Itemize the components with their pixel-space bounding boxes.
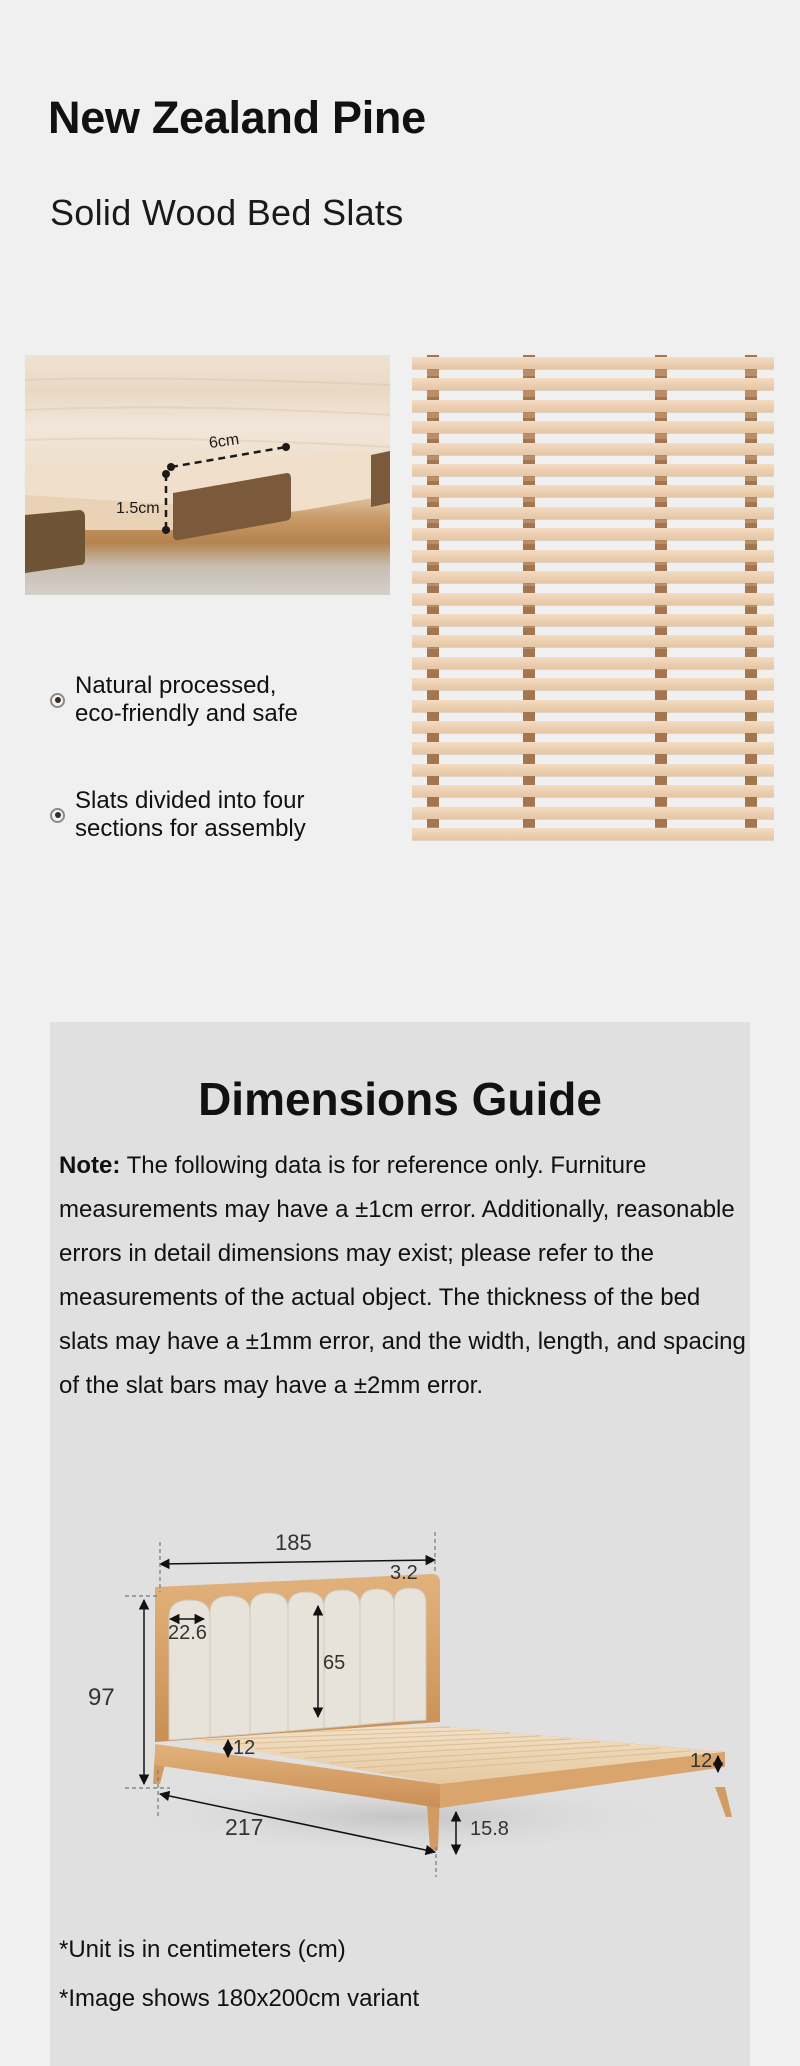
feature-line: Natural processed, [75, 672, 277, 699]
slat-bar [412, 464, 774, 476]
page-subtitle: Solid Wood Bed Slats [50, 192, 404, 233]
slat-bar [412, 785, 774, 797]
slat-bar [412, 657, 774, 669]
feature-line: sections for assembly [75, 815, 306, 842]
slat-bar [412, 421, 774, 433]
slat-bar [412, 571, 774, 583]
headboard-edge-label: 3.2 [390, 1562, 418, 1584]
page-title: New Zealand Pine [48, 92, 426, 143]
slat-closeup-illustration [25, 355, 390, 595]
slat-bar [412, 400, 774, 412]
slat-closeup-image [25, 355, 390, 595]
feature-line: Slats divided into four [75, 787, 305, 814]
note-text: The following data is for reference only. Furniture measurements may have a ±1cm error. Additionally, reasonable errors in detail dimensions may exist; please refer to the measurements of the actual object. The thickness of the bed slats may have a ±1mm error, and the width, length, and spacing of the slat bars may have a ±2mm error. [59, 1152, 746, 1399]
footnote-unit: *Unit is in centimeters (cm) [59, 1936, 346, 1963]
bed-width-label: 185 [275, 1530, 312, 1555]
bed-dimension-diagram [70, 1512, 750, 1892]
slat-bar [412, 807, 774, 819]
slat-bar [412, 742, 774, 754]
radio-bullet-icon [50, 693, 65, 708]
feature-item [50, 787, 380, 843]
slat-bar [412, 764, 774, 776]
feature-line: eco-friendly and safe [75, 700, 298, 727]
total-height-label: 97 [88, 1684, 115, 1711]
slat-bar [412, 550, 774, 562]
slat-bar [412, 528, 774, 540]
slat-bar [412, 485, 774, 497]
slats-frame-image [412, 355, 774, 838]
bed-length-label: 217 [225, 1814, 264, 1840]
slat-bar [412, 614, 774, 626]
slat-bar [412, 443, 774, 455]
slat-bar [412, 828, 774, 840]
slat-bar [412, 678, 774, 690]
panel-height-label: 65 [323, 1652, 346, 1674]
slat-bar [412, 378, 774, 390]
slat-bar [412, 721, 774, 733]
slat-bar [412, 507, 774, 519]
slat-bar [412, 593, 774, 605]
slat-width-label: 6cm [207, 430, 241, 453]
note-label: Note: [59, 1152, 121, 1179]
slat-bar [412, 357, 774, 369]
side-frame-height-label: 12 [690, 1750, 713, 1772]
slat-bar [412, 700, 774, 712]
feature-list [50, 672, 380, 902]
panel-width-label: 22.6 [168, 1622, 207, 1644]
feature-item [50, 672, 380, 728]
slat-bar [412, 635, 774, 647]
radio-bullet-icon [50, 808, 65, 823]
dimensions-note [59, 1144, 749, 1408]
slat-thickness-label: 1.5cm [116, 500, 160, 517]
clearance-label: 15.8 [470, 1818, 509, 1840]
front-frame-height-label: 12 [233, 1737, 256, 1759]
dimensions-guide-panel [50, 1022, 750, 2066]
footnote-variant: *Image shows 180x200cm variant [59, 1985, 420, 2012]
dimensions-title: Dimensions Guide [198, 1073, 602, 1125]
